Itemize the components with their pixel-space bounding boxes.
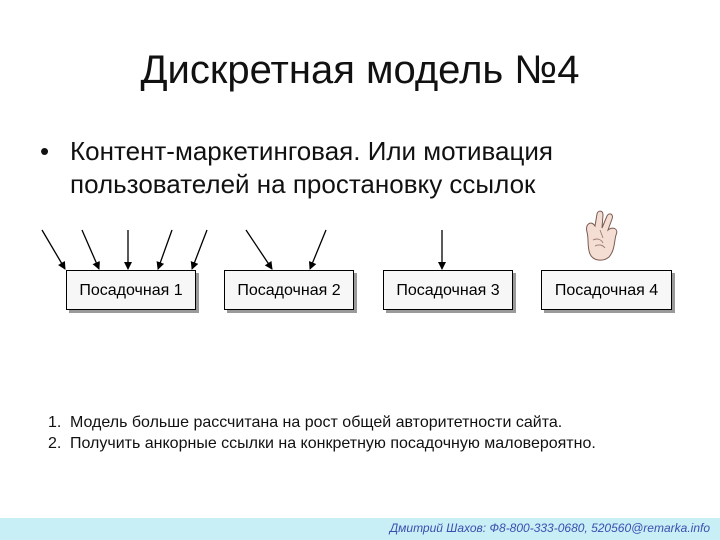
arrow-1d xyxy=(158,230,172,269)
arrow-1a xyxy=(42,230,65,269)
arrow-2b xyxy=(310,230,326,269)
bullet-text: Контент-маркетинговая. Или мотивация пользователей на простановку ссылок xyxy=(70,136,553,199)
list-text: Получить анкорные ссылки на конкретную посадочную маловероятно. xyxy=(70,435,596,452)
landing-page-box-2: Посадочная 2 xyxy=(224,270,354,310)
list-item xyxy=(48,433,708,454)
numbered-list xyxy=(48,412,708,454)
list-number: 2. xyxy=(48,435,62,452)
footer-bar xyxy=(0,518,720,540)
arrow-2a xyxy=(246,230,272,269)
landing-page-box-3: Посадочная 3 xyxy=(383,270,513,310)
bullet-marker: • xyxy=(40,136,50,166)
list-text: Модель больше рассчитана на рост общей авторитетности сайта. xyxy=(70,414,563,431)
footer-contact: Дмитрий Шахов: Ф8-800-333-0680, 520560@remarka.info xyxy=(389,521,710,535)
arrow-1e xyxy=(192,230,207,269)
list-item xyxy=(48,412,708,433)
list-number: 1. xyxy=(48,414,62,431)
landing-page-box-1: Посадочная 1 xyxy=(66,270,196,310)
landing-page-box-4: Посадочная 4 xyxy=(541,270,672,310)
crossed-fingers-icon xyxy=(581,210,623,262)
slide-title: Дискретная модель №4 xyxy=(140,48,580,92)
arrow-1b xyxy=(82,230,99,269)
